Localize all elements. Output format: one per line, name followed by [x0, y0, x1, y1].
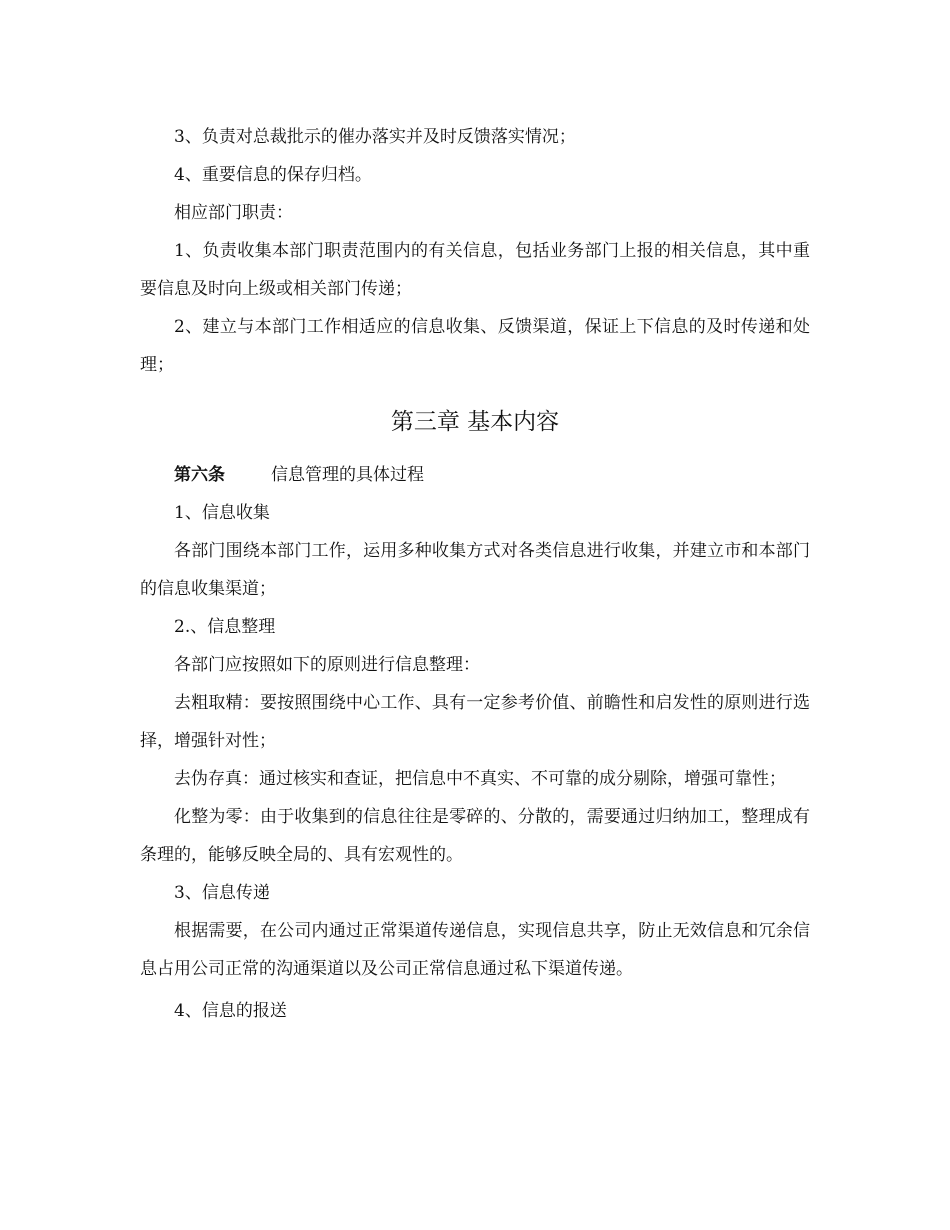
- paragraph-duty-4: 4、重要信息的保存归档。: [174, 165, 372, 185]
- chapter-title: 第三章 基本内容: [390, 409, 560, 435]
- article-heading: [140, 456, 810, 494]
- paragraph-principle-refine: 去粗取精：要按照围绕中心工作、具有一定参考价值、前瞻性和启发性的原则进行选择，增强针对性；: [140, 693, 810, 751]
- paragraph-duty-3: 3、负责对总裁批示的催办落实并及时反馈落实情况；: [174, 127, 576, 147]
- paragraph-dept-duty-2: 2、建立与本部门工作相适应的信息收集、反馈渠道，保证上下信息的及时传递和处理；: [140, 317, 810, 375]
- section-info-organization: 2.、信息整理: [174, 617, 276, 637]
- document-page: [140, 118, 810, 1030]
- paragraph-dept-duties-heading: 相应部门职责：: [174, 203, 293, 223]
- paragraph-principle-verify: 去伪存真：通过核实和查证，把信息中不真实、不可靠的成分剔除，增强可靠性；: [174, 769, 786, 789]
- paragraph-organization-principles: 各部门应按照如下的原则进行信息整理：: [174, 655, 480, 675]
- section-info-reporting: 4、信息的报送: [174, 1001, 287, 1021]
- section-info-collection: 1、信息收集: [174, 503, 270, 523]
- article-number: 第六条: [174, 465, 225, 485]
- paragraph-dept-duty-1: 1、负责收集本部门职责范围内的有关信息，包括业务部门上报的相关信息，其中重要信息及时向上级或相关部门传递；: [140, 241, 810, 299]
- section-info-transmission: 3、信息传递: [174, 883, 270, 903]
- paragraph-info-collection: 各部门围绕本部门工作，运用多种收集方式对各类信息进行收集，并建立市和本部门的信息收集渠道；: [140, 541, 810, 599]
- paragraph-principle-consolidate: 化整为零：由于收集到的信息往往是零碎的、分散的，需要通过归纳加工，整理成有条理的，能够反映全局的、具有宏观性的。: [140, 807, 810, 865]
- article-title: 信息管理的具体过程: [271, 465, 424, 485]
- paragraph-info-transmission: 根据需要，在公司内通过正常渠道传递信息，实现信息共享，防止无效信息和冗余信息占用公司正常的沟通渠道以及公司正常信息通过私下渠道传递。: [140, 921, 810, 979]
